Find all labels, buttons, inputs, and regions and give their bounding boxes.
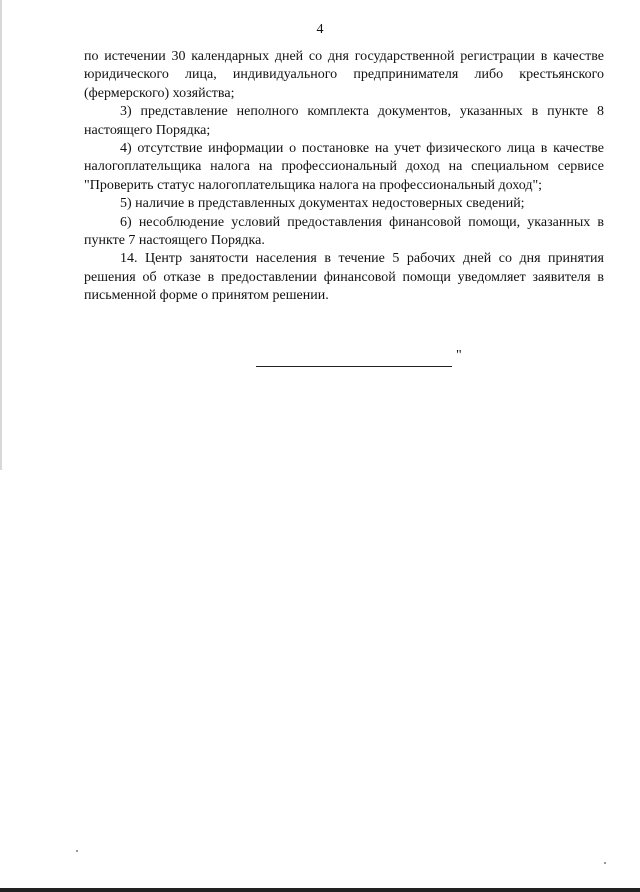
closing-rule (256, 366, 452, 367)
body-text (84, 48, 604, 306)
paragraph-item-6: 6) несоблюдение условий предоставления финансовой помощи, указанных в пункте 7 настоящего Порядка. (84, 214, 604, 249)
paragraph-item-4: 4) отсутствие информации о постановке на учет физического лица в качестве налогоплательщика налога на профессиональный доход на специальном сервисе "Проверить статус налогоплательщика налога на профессиональный доход"; (84, 141, 604, 193)
paragraph-item-3: 3) представление неполного комплекта документов, указанных в пункте 8 настоящего Порядка; (84, 104, 604, 138)
scan-edge (0, 0, 2, 470)
paragraph-continuation: по истечении 30 календарных дней со дня государственной регистрации в качестве юридического лица, индивидуального предпринимателя либо крестьянского (фермерского) хозяйства; (84, 49, 604, 101)
scan-speck (76, 850, 78, 852)
scan-bottom-edge (0, 888, 640, 892)
scan-speck (604, 862, 606, 864)
page-number: 4 (316, 22, 324, 37)
paragraph-item-5: 5) наличие в представленных документах недостоверных сведений; (120, 196, 525, 212)
paragraph-clause-14: 14. Центр занятости населения в течение 5 рабочих дней со дня принятия решения об отказе в предоставлении финансовой помощи уведомляет заявителя в письменной форме о принятом решении. (84, 251, 604, 304)
closing-quote-mark: " (456, 348, 462, 363)
